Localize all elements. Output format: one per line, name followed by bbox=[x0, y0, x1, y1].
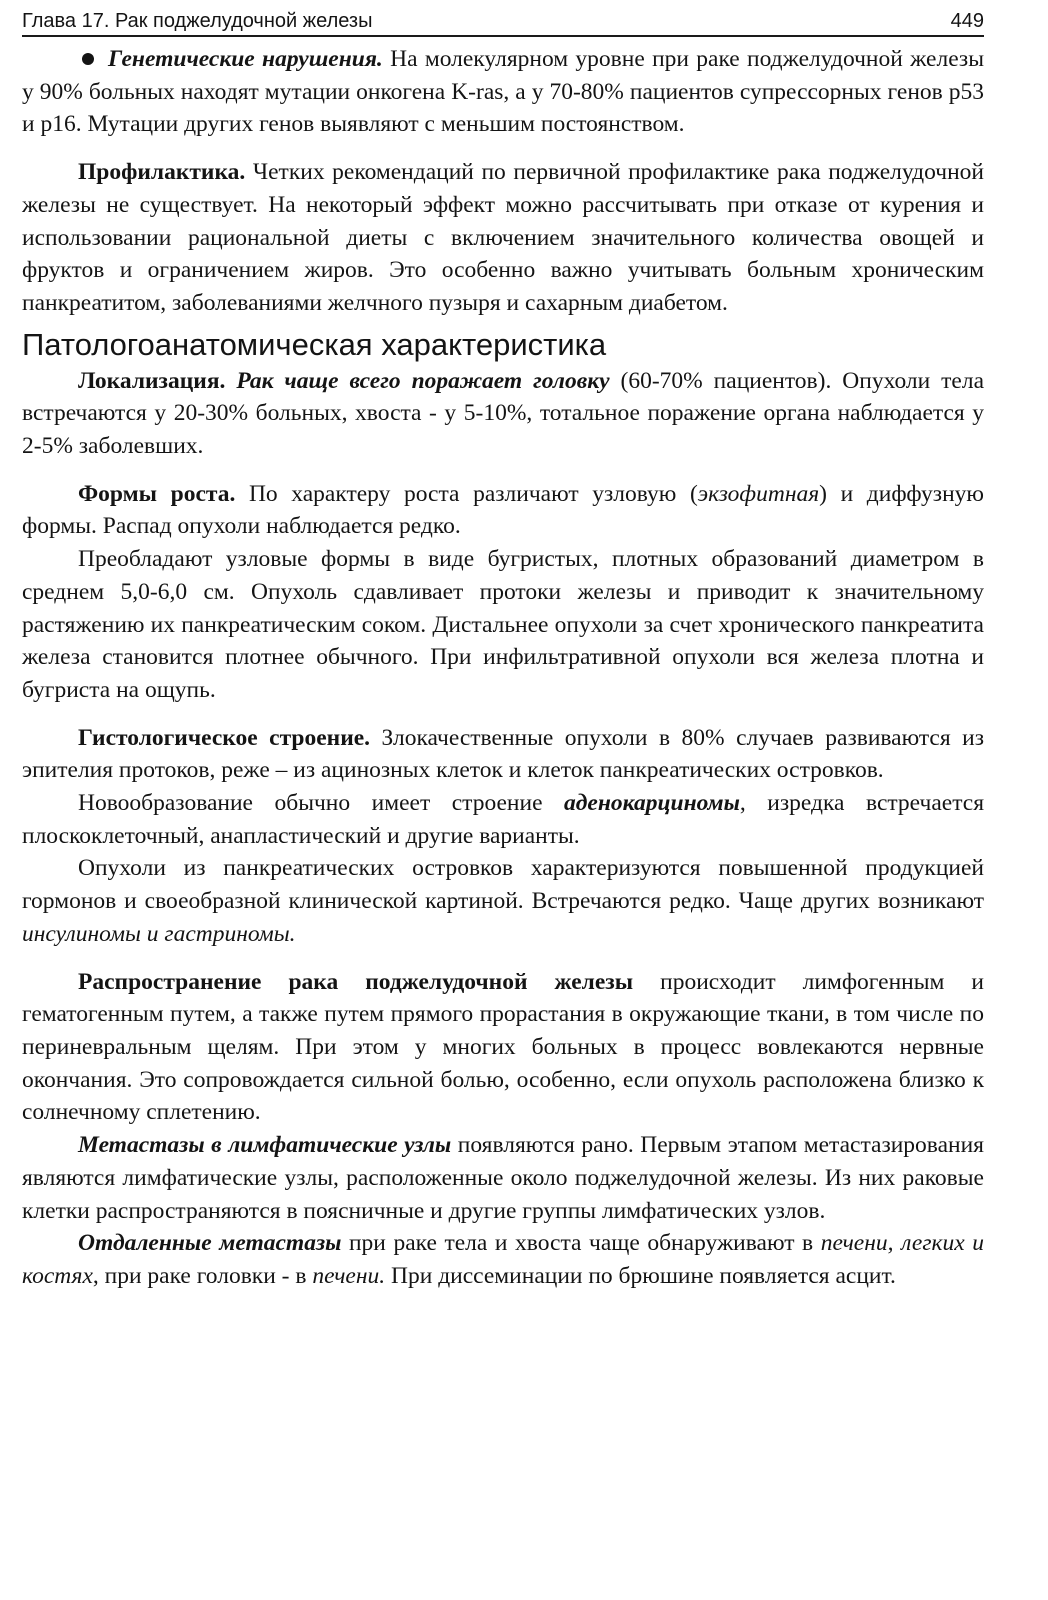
histology-text: Злокачественные опухоли в 80% случаев развиваются из эпителия протоков, реже – из ацинозных клеток и клеток панкреатических островков. bbox=[22, 724, 984, 784]
paragraph-distant-metastases bbox=[22, 1227, 984, 1292]
histology-p2-a: Новообразование обычно имеет строение bbox=[78, 790, 565, 817]
histology-p2-b: , изредка встречается плоскоклеточный, анапластический и другие варианты. bbox=[22, 790, 984, 849]
histology-p3-emphasis: инсулиномы и гастриномы. bbox=[22, 920, 296, 947]
genetic-text: На молекулярном уровне при раке поджелудочной железы у 90% больных находят мутации онкогена K-ras, а у 70-80% пациентов супрессорных генов p53 и p16. Мутации других генов выявляют с меньшим постоянством. bbox=[22, 46, 984, 138]
paragraph-prevention bbox=[22, 156, 984, 320]
localization-emphasis: Рак чаще всего поражает головку bbox=[236, 367, 610, 394]
spread-title: Распространение рака поджелудочной железы bbox=[78, 968, 634, 995]
histology-p2-emphasis: аденокарциномы bbox=[564, 790, 740, 817]
localization-title: Локализация. bbox=[78, 367, 226, 394]
localization-text: (60-70% пациентов). Опухоли тела встречаются у 20-30% больных, хвоста - у 5-10%, тотальное поражение органа наблюдается у 2-5% заболевших. bbox=[22, 367, 985, 460]
paragraph-localization bbox=[22, 365, 984, 463]
paragraph-growth-2: Преобладают узловые формы в виде бугристых, плотных образований диаметром в среднем 5,0-6,0 см. Опухоль сдавливает протоки железы и приводит к значительному растяжению их панкреатическим соком. Дистальнее опухоли за счет хронического панкреатита железа становится плотнее обычного. При инфильтративной опухоли вся железа плотна и бугриста на ощупь. bbox=[22, 546, 984, 703]
prevention-title: Профилактика. bbox=[78, 159, 246, 186]
distant-metastases-liver: печени. bbox=[312, 1262, 386, 1289]
growth-emphasis: экзофитная bbox=[697, 480, 820, 507]
paragraph-histology-3 bbox=[22, 852, 984, 950]
distant-metastases-organs: печени, легких и костях bbox=[22, 1230, 984, 1289]
histology-p3-a: Опухоли из панкреатических островков характеризуются повышенной продукцией гормонов и своеобразной клинической картиной. Встречаются редко. Чаще других возникают bbox=[22, 855, 984, 915]
distant-metastases-text-c: При диссеминации по брюшине появляется асцит. bbox=[385, 1262, 896, 1289]
paragraph-histology bbox=[22, 722, 984, 787]
paragraph-genetic bbox=[22, 43, 984, 141]
growth-title: Формы роста. bbox=[78, 480, 236, 507]
distant-metastases-emphasis: Отдаленные метастазы bbox=[78, 1230, 342, 1257]
genetic-title: Генетические нарушения. bbox=[108, 46, 383, 72]
book-page bbox=[22, 8, 984, 1293]
bullet-icon bbox=[82, 53, 94, 65]
paragraph-growth bbox=[22, 478, 984, 543]
prevention-text: Четких рекомендаций по первичной профилактике рака поджелудочной железы не существует. На некоторый эффект можно рассчитывать при отказе от курения и использовании рациональной диеты с включением значительного количества овощей и фруктов и ограничением жиров. Это особенно важно учитывать больным хроническим панкреатитом, заболеваниями желчного пузыря и сахарным диабетом. bbox=[22, 159, 984, 316]
chapter-title: Глава 17. Рак поджелудочной железы bbox=[22, 10, 373, 32]
page-number: 449 bbox=[950, 10, 984, 32]
paragraph-spread bbox=[22, 966, 984, 1130]
page-body bbox=[22, 43, 984, 1293]
paragraph-histology-2 bbox=[22, 787, 984, 852]
growth-text-2: ) и диффузную формы. Распад опухоли наблюдается редко. bbox=[22, 480, 984, 540]
distant-metastases-text-a: при раке тела и хвоста чаще обнаруживают в bbox=[341, 1230, 821, 1257]
spread-text: происходит лимфогенным и гематогенным путем, а также путем прямого прорастания в окружающие ткани, в том числе по периневральным щелям. При этом у многих больных в процесс вовлекаются нервные окончания. Это сопровождается сильной болью, особенно, если опухоль расположена близко к солнечному сплетению. bbox=[22, 968, 984, 1126]
running-head bbox=[22, 8, 984, 37]
growth-text-1: По характеру роста различают узловую ( bbox=[235, 480, 698, 507]
paragraph-lymph-metastases bbox=[22, 1129, 984, 1227]
lymph-metastases-text: появляются рано. Первым этапом метастазирования являются лимфатические узлы, расположенные около поджелудочной железы. Из них раковые клетки распространяются в поясничные и другие группы лимфатических узлов. bbox=[22, 1132, 984, 1224]
section-heading: Патологоанатомическая характеристика bbox=[22, 326, 607, 362]
lymph-metastases-emphasis: Метастазы в лимфатические узлы bbox=[78, 1132, 452, 1159]
histology-title: Гистологическое строение. bbox=[78, 724, 371, 751]
distant-metastases-text-b: , при раке головки - в bbox=[92, 1262, 313, 1289]
